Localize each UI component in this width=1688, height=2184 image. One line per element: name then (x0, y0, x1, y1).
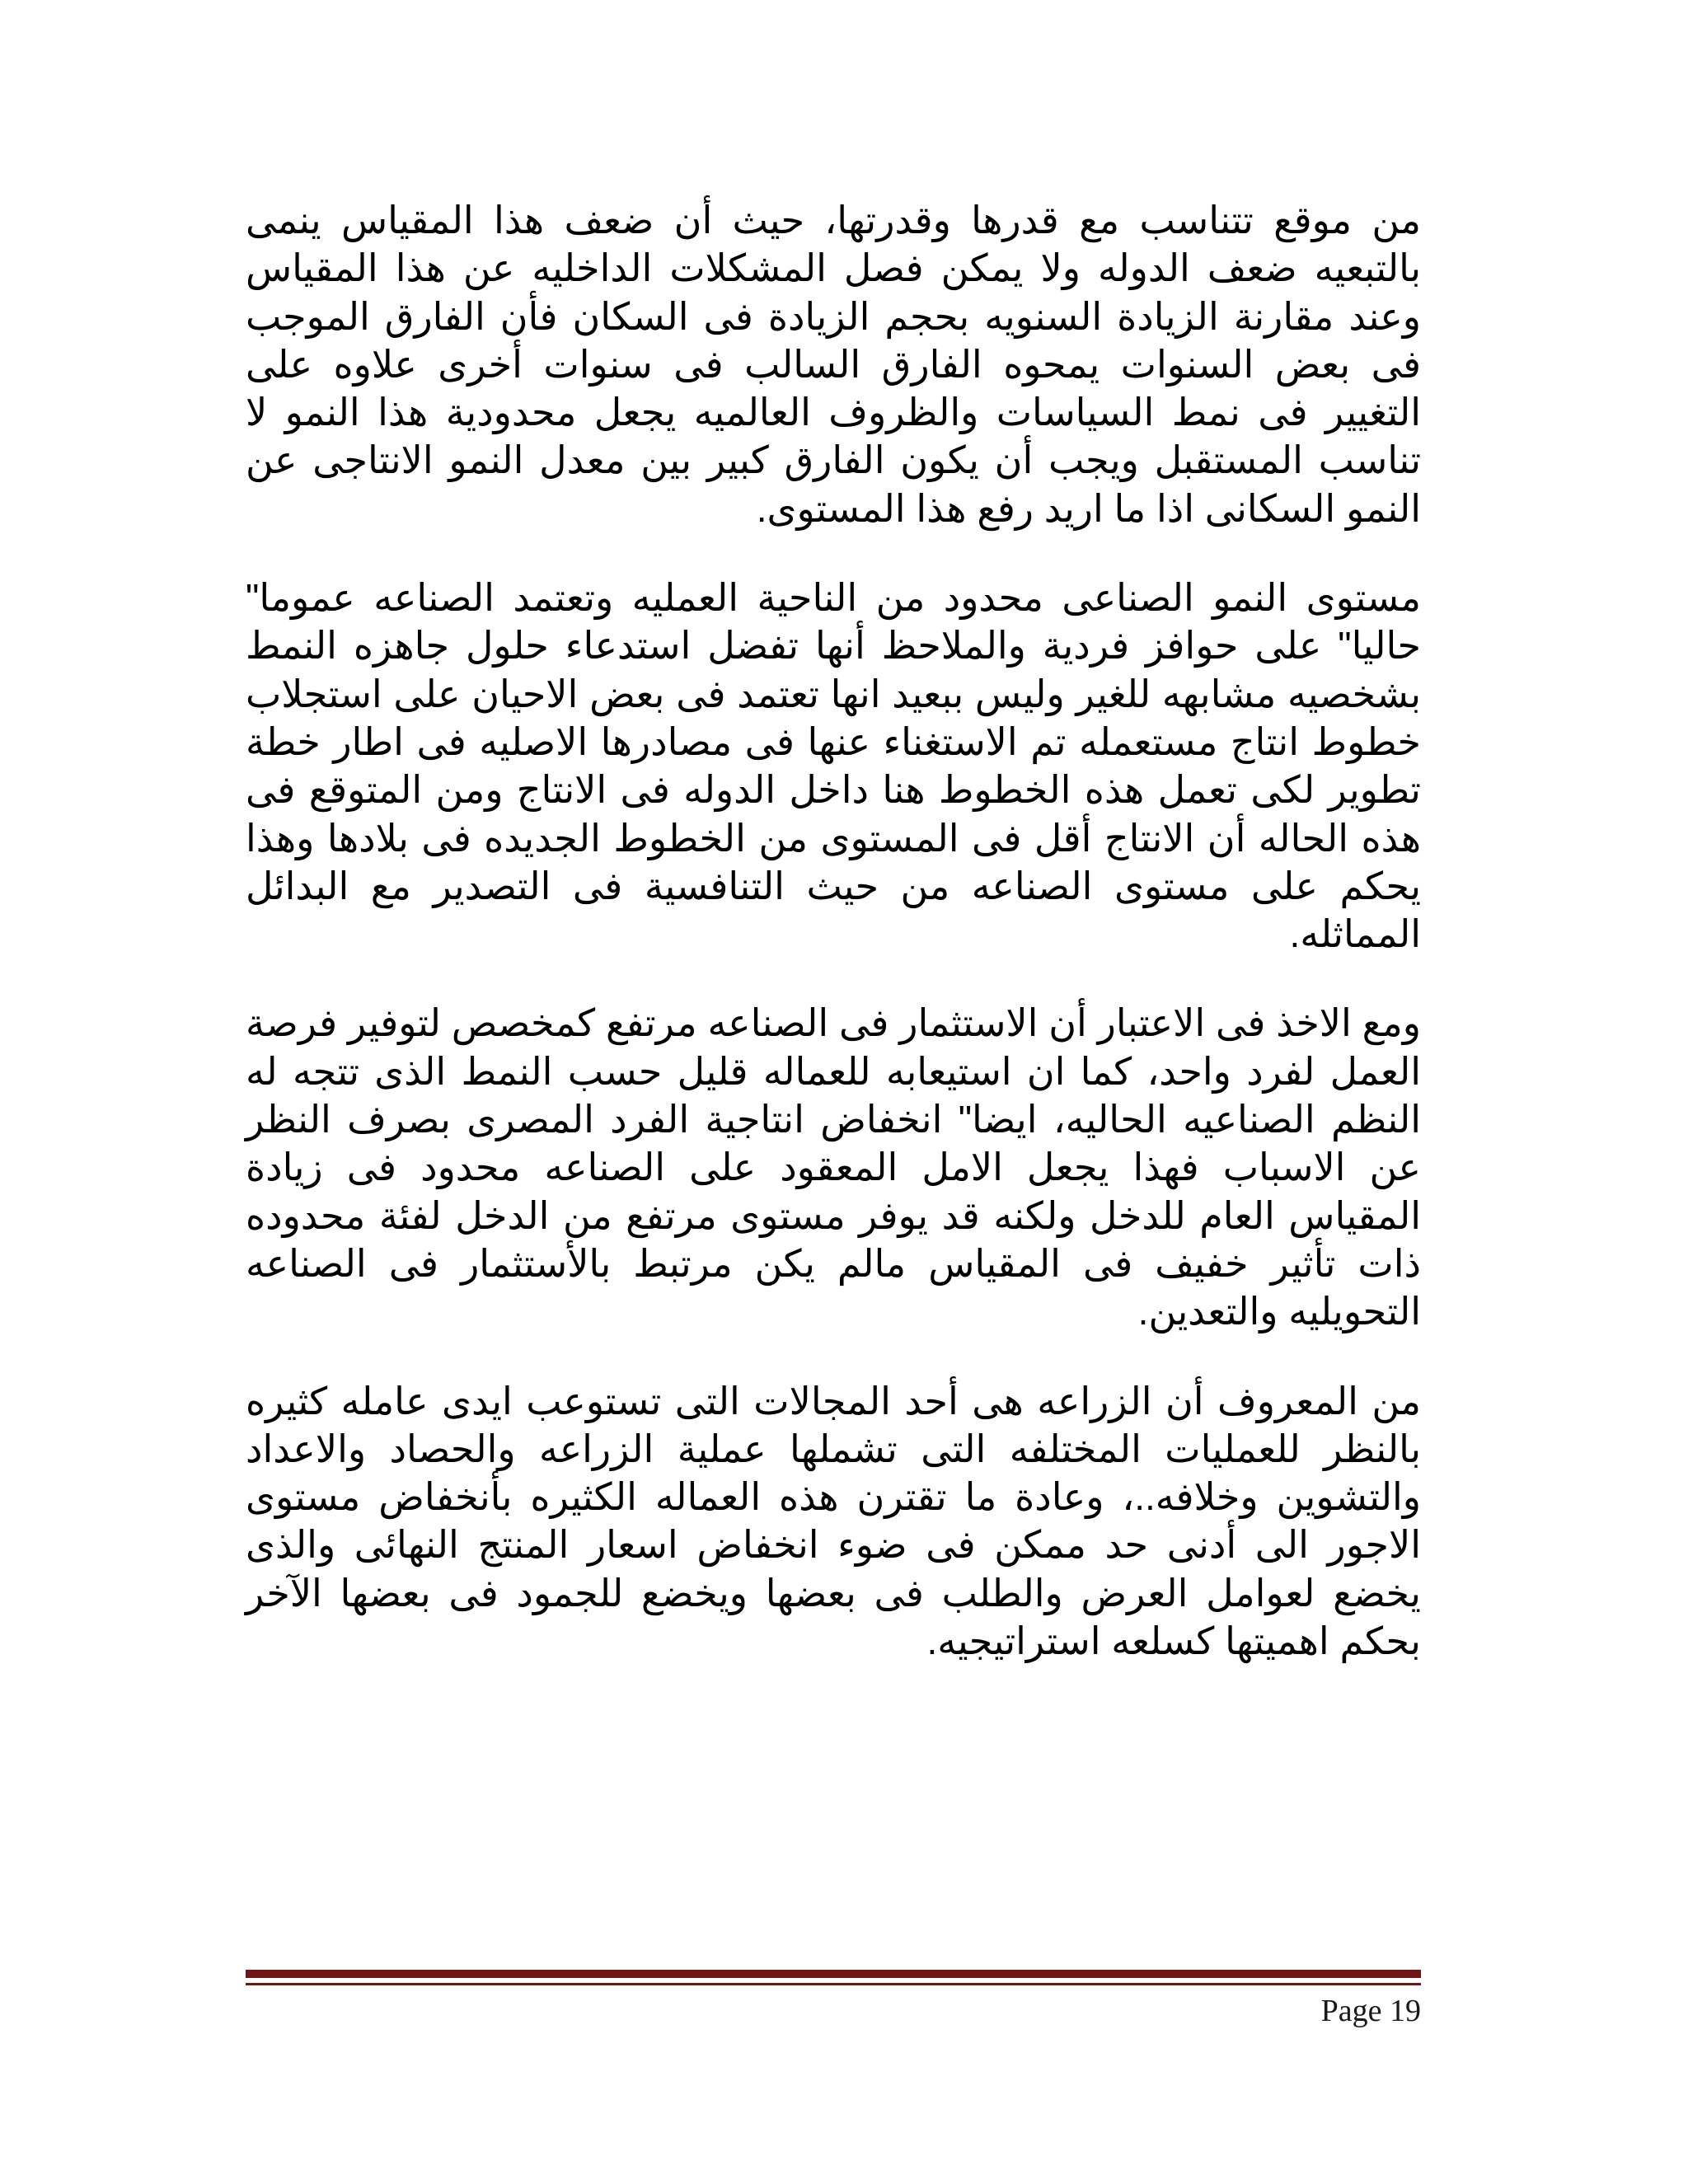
body-text (246, 196, 1421, 1706)
paragraph-3: ومع الاخذ فى الاعتبار أن الاستثمار فى الصناعه مرتفع كمخصص لتوفير فرصة العمل لفرد واحد، كما ان استيعابه للعماله قليل حسب النمط الذى تتجه له النظم الصناعيه الحاليه، ايضا" انخفاض انتاجية الفرد المصرى بصرف النظر عن الاسباب فهذا يجعل الامل المعقود على الصناعه محدود فى زيادة المقياس العام للدخل ولكنه قد يوفر مستوى مرتفع من الدخل لفئة محدوده ذات تأثير خفيف فى المقياس مالم يكن مرتبط بالأستثمار فى الصناعه التحويليه والتعدين. (246, 1001, 1421, 1333)
footer-rule-thick (246, 1970, 1421, 1978)
paragraph-4: من المعروف أن الزراعه هى أحد المجالات التى تستوعب ايدى عامله كثيره بالنظر للعمليات المختلفه التى تشملها عملية الزراعه والحصاد والاعداد والتشوين وخلافه..، وعادة ما تقترن هذه العماله الكثيره بأنخفاض مستوى الاجور الى أدنى حد ممكن فى ضوء انخفاض اسعار المنتج النهائى والذى يخضع لعوامل العرض والطلب فى بعضها ويخضع للجمود فى بعضها الآخر بحكم اهميتها كسلعه استراتيجيه. (246, 1379, 1421, 1663)
paragraph-1: من موقع تتناسب مع قدرها وقدرتها، حيث أن ضعف هذا المقياس ينمى بالتبعيه ضعف الدوله ولا يمكن فصل المشكلات الداخليه عن هذا المقياس وعند مقارنة الزيادة السنويه بحجم الزيادة فى السكان فأن الفارق الموجب فى بعض السنوات يمحوه الفارق السالب فى سنوات أخرى علاوه على التغيير فى نمط السياسات والظروف العالميه يجعل محدودية هذا النمو لا تناسب المستقبل ويجب أن يكون الفارق كبير بين معدل النمو الانتاجى عن النمو السكانى اذا ما اريد رفع هذا المستوى. (246, 199, 1422, 530)
footer-rule-thin (246, 1983, 1421, 1985)
paragraph-2: مستوى النمو الصناعى محدود من الناحية العمليه وتعتمد الصناعه عموما" حاليا" على حوافز فردية والملاحظ أنها تفضل استدعاء حلول جاهزه النمط بشخصيه مشابهه للغير وليس ببعيد انها تعتمد فى بعض الاحيان على استجلاب خطوط انتاج مستعمله تم الاستغناء عنها فى مصادرها الاصليه فى اطار خطة تطوير لكى تعمل هذه الخطوط هنا داخل الدوله فى الانتاج ومن المتوقع فى هذه الحاله أن الانتاج أقل فى المستوى من الخطوط الجديده فى بلادها وهذا يحكم على مستوى الصناعه من حيث التنافسية فى التصدير مع البدائل المماثله. (246, 576, 1421, 956)
page-number: Page 19 (1320, 1994, 1421, 2028)
